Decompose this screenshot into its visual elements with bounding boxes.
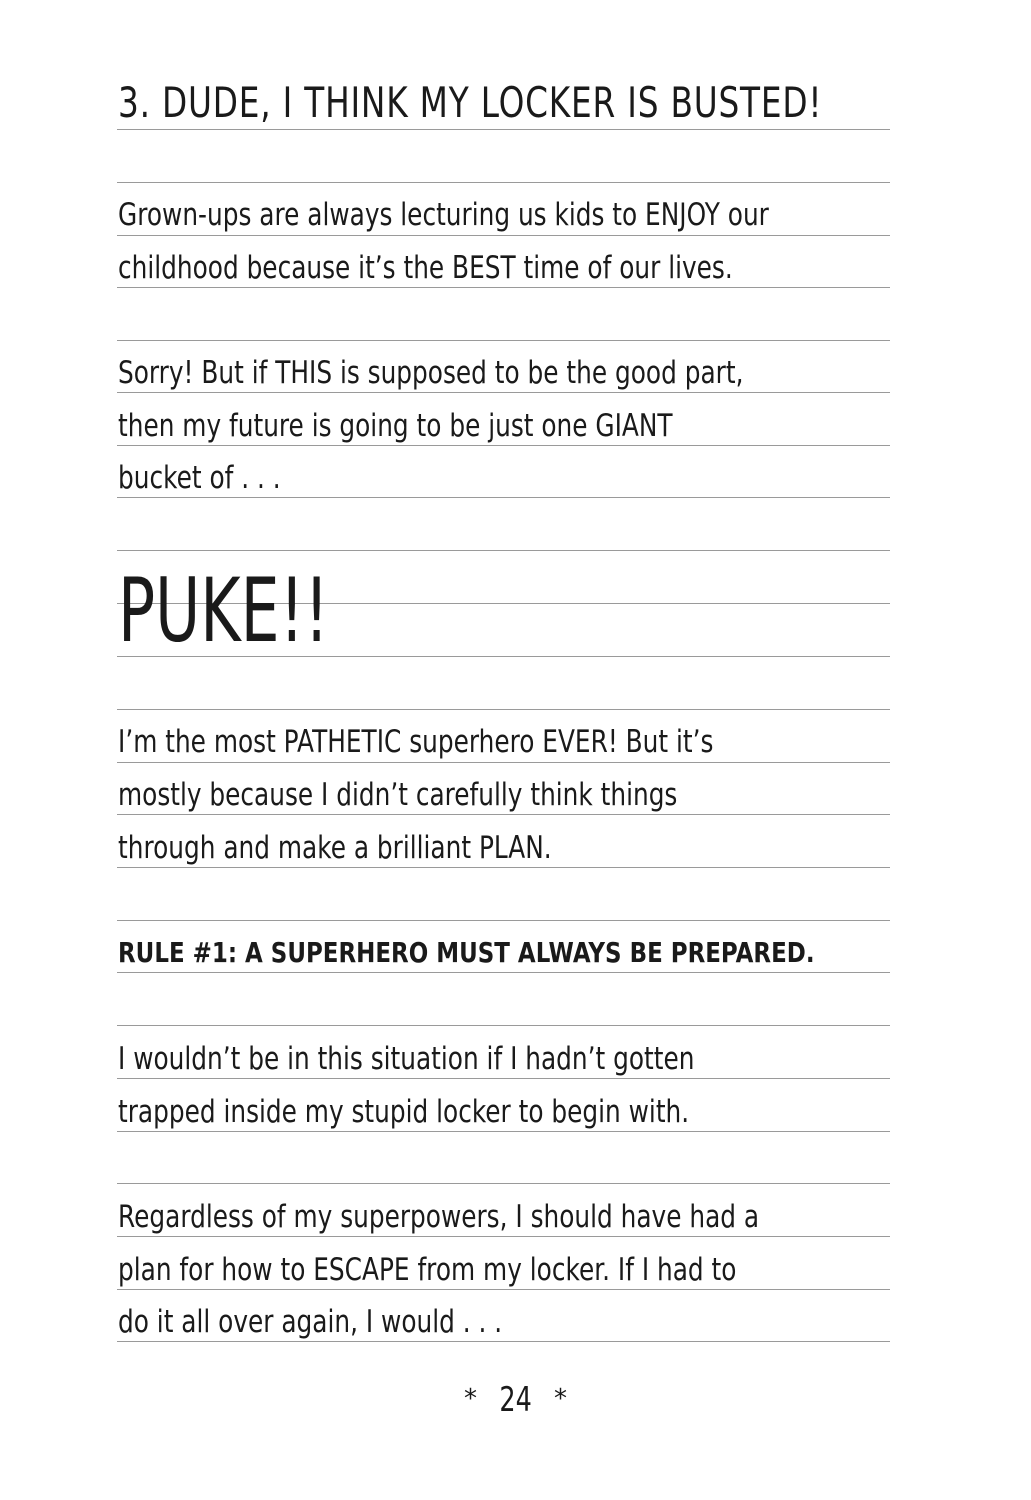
paragraph-line: plan for how to ESCAPE from my locker. If I had to — [118, 1252, 737, 1288]
paragraph-line: Grown-ups are always lecturing us kids to ENJOY our — [118, 197, 769, 233]
page-folio — [0, 1380, 1031, 1420]
ruled-line — [117, 235, 890, 236]
page-number: 24 — [499, 1380, 532, 1420]
star-ornament-icon: * — [464, 1384, 478, 1414]
ruled-line — [117, 129, 890, 130]
paragraph-line: do it all over again, I would . . . — [118, 1304, 503, 1340]
paragraph-line: mostly because I didn’t carefully think things — [118, 777, 678, 813]
paragraph-line: Regardless of my superpowers, I should have had a — [118, 1199, 760, 1235]
exclamation-text: PUKE!! — [118, 559, 329, 662]
ruled-line — [117, 182, 890, 183]
ruled-line — [117, 920, 890, 921]
ruled-line — [117, 550, 890, 551]
paragraph-line: childhood because it’s the BEST time of our lives. — [118, 250, 733, 286]
paragraph-line: then my future is going to be just one GIANT — [118, 408, 673, 444]
paragraph-line: I wouldn’t be in this situation if I hadn’t gotten — [118, 1041, 695, 1077]
ruled-line — [117, 762, 890, 763]
paragraph-line: I’m the most PATHETIC superhero EVER! But it’s — [118, 724, 714, 760]
rule-callout: RULE #1: A SUPERHERO MUST ALWAYS BE PREPARED. — [118, 936, 815, 969]
ruled-line — [117, 1025, 890, 1026]
ruled-line — [117, 709, 890, 710]
paragraph-line: bucket of . . . — [118, 460, 281, 496]
ruled-line — [117, 340, 890, 341]
ruled-line — [117, 1183, 890, 1184]
star-ornament-icon: * — [553, 1384, 567, 1414]
paragraph-line: Sorry! But if THIS is supposed to be the good part, — [118, 355, 744, 391]
paragraph-line: trapped inside my stupid locker to begin with. — [118, 1094, 690, 1130]
paragraph-line: through and make a brilliant PLAN. — [118, 830, 552, 866]
chapter-heading: 3. DUDE, I THINK MY LOCKER IS BUSTED! — [118, 78, 823, 127]
